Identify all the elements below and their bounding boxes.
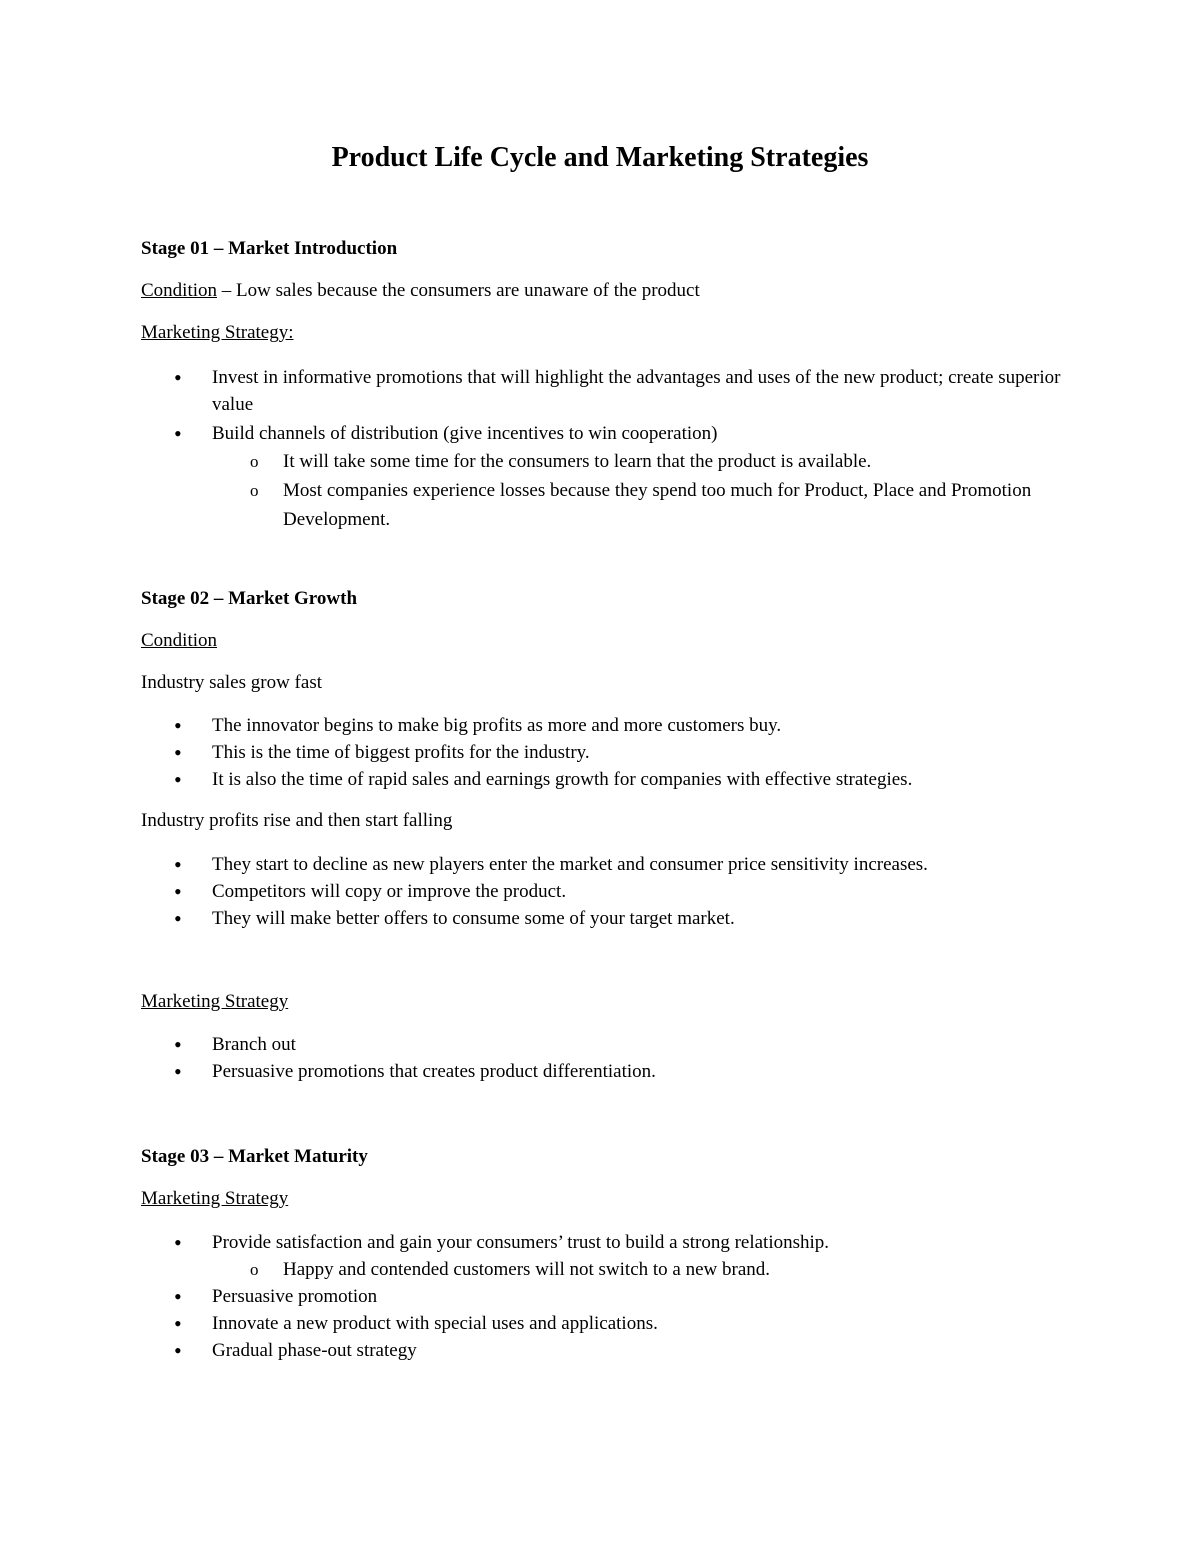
stage1-heading: Stage 01 – Market Introduction bbox=[141, 238, 398, 259]
stage1-strategy-list bbox=[141, 364, 1061, 534]
list-item: • Gradual phase-out strategy bbox=[141, 1337, 1061, 1364]
list-item: • The innovator begins to make big profits as more and more customers buy. bbox=[141, 712, 1061, 739]
stage2-profits-line: Industry profits rise and then start falling bbox=[141, 810, 453, 831]
list-item: o Most companies experience losses because they spend too much for Product, Place and Promotion Development. bbox=[212, 476, 1061, 534]
stage3-heading: Stage 03 – Market Maturity bbox=[141, 1146, 368, 1167]
list-item: • Provide satisfaction and gain your consumers’ trust to build a strong relationship. o Happy and contended customers will not switch to a new brand. bbox=[141, 1229, 1061, 1283]
stage2-sales-line: Industry sales grow fast bbox=[141, 672, 322, 693]
list-item: o It will take some time for the consumers to learn that the product is available. bbox=[212, 447, 1061, 476]
stage1-condition bbox=[141, 278, 1061, 305]
list-item: • Persuasive promotion bbox=[141, 1283, 1061, 1310]
stage2-condition-label: Condition bbox=[141, 630, 218, 651]
stage1-condition-text: – Low sales because the consumers are unaware of the product bbox=[217, 280, 700, 301]
list-item: • They start to decline as new players enter the market and consumer price sensitivity increases. bbox=[141, 851, 1061, 878]
stage2-profits-list bbox=[141, 851, 1061, 932]
list-item: • They will make better offers to consume some of your target market. bbox=[141, 905, 1061, 932]
stage3-strategy-list bbox=[141, 1229, 1061, 1364]
stage2-strategy-list bbox=[141, 1031, 1061, 1085]
page-title: Product Life Cycle and Marketing Strategies bbox=[331, 142, 869, 173]
stage2-heading: Stage 02 – Market Growth bbox=[141, 588, 358, 609]
stage2-strategy-label: Marketing Strategy bbox=[141, 991, 289, 1012]
list-item: • This is the time of biggest profits for the industry. bbox=[141, 739, 1061, 766]
list-item: • It is also the time of rapid sales and earnings growth for companies with effective strategies. bbox=[141, 766, 1061, 793]
stage3-sub-list bbox=[212, 1256, 1061, 1283]
list-item: • Innovate a new product with special uses and applications. bbox=[141, 1310, 1061, 1337]
list-item: • Invest in informative promotions that will highlight the advantages and uses of the new product; create superior value bbox=[141, 364, 1061, 418]
stage1-strategy-label: Marketing Strategy: bbox=[141, 322, 294, 343]
stage1-condition-label: Condition bbox=[141, 280, 218, 301]
list-item: • Persuasive promotions that creates product differentiation. bbox=[141, 1058, 1061, 1085]
stage3-strategy-label: Marketing Strategy bbox=[141, 1188, 289, 1209]
list-item: • Build channels of distribution (give incentives to win cooperation) o It will take some time for the consumers to learn that the product is available. o Most companies experience losses because they spend too much for Product, Place and Promotion Development. bbox=[141, 420, 1061, 534]
list-item: o Happy and contended customers will not switch to a new brand. bbox=[212, 1256, 1061, 1283]
list-item: • Branch out bbox=[141, 1031, 1061, 1058]
stage1-sub-list bbox=[212, 447, 1061, 534]
list-item: • Competitors will copy or improve the product. bbox=[141, 878, 1061, 905]
stage2-sales-list bbox=[141, 712, 1061, 793]
